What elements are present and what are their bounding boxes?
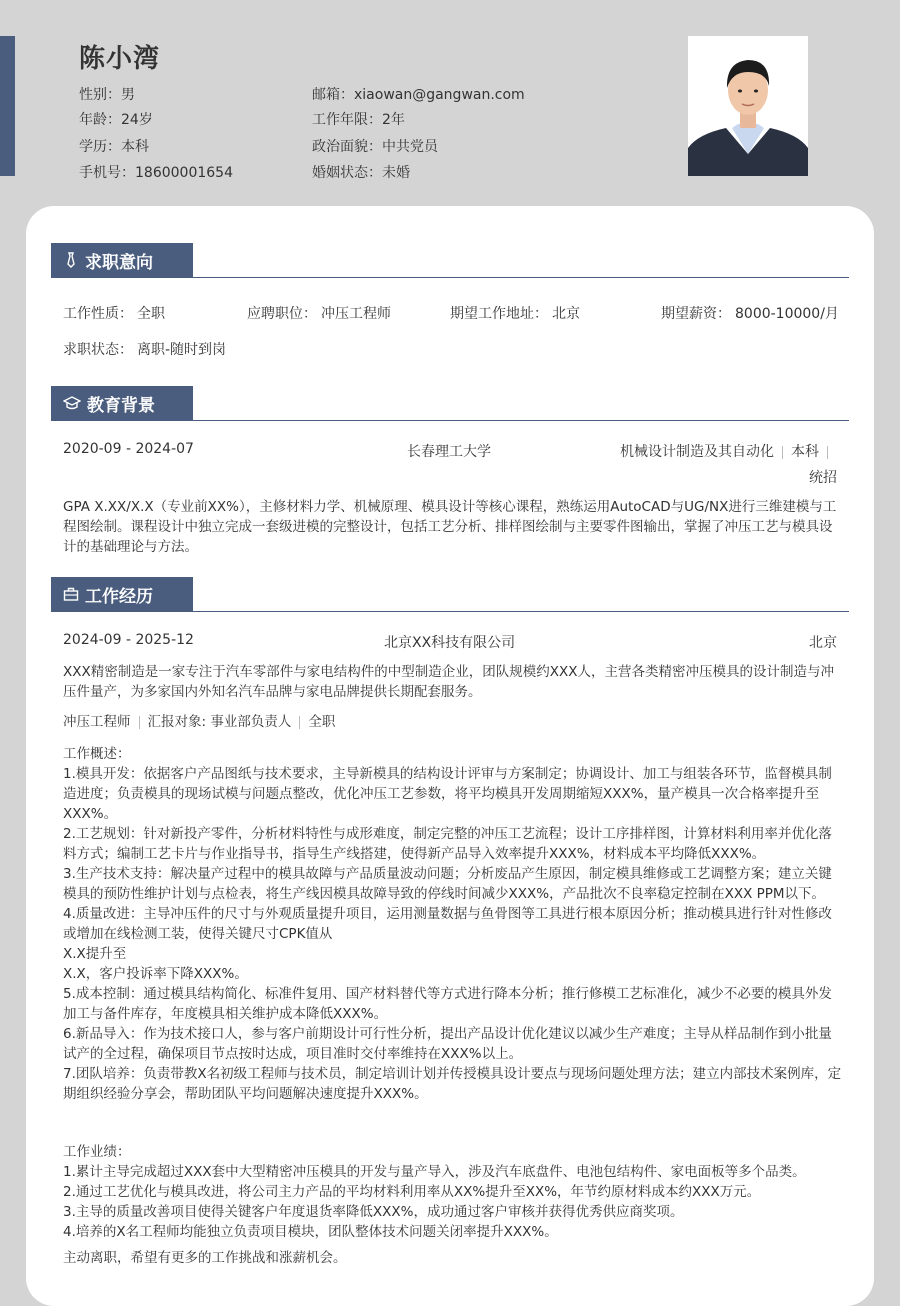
education-major-degree bbox=[620, 441, 836, 461]
education-period: 2020-09 - 2024-07 bbox=[63, 441, 194, 457]
work-overview-title: 工作概述： bbox=[63, 746, 131, 762]
work-overview-item: 7.团队培养：负责带教X名初级工程师与技术员，制定培训计划并传授模具设计要点与现场问题处理方法；建立内部技术案例库，定期组织经验分享会，帮助团队平均问题解决速度提升XXX%。 bbox=[63, 1066, 842, 1102]
work-overview-item: 5.成本控制：通过模具结构简化、标准件复用、国产材料替代等方式进行降本分析；推行修模工艺标准化，减少不必要的模具外发加工与备件库存，年度模具相关维护成本降低XXX%。 bbox=[63, 986, 832, 1022]
work-period: 2024-09 - 2025-12 bbox=[63, 632, 194, 648]
education-degree: 本科 bbox=[791, 444, 819, 460]
section-education-header bbox=[51, 386, 849, 421]
profile-photo bbox=[688, 36, 808, 176]
resume-card bbox=[26, 206, 874, 1306]
info-age: 年龄：24岁 bbox=[79, 112, 153, 128]
intent-location: 期望工作地址： 北京 bbox=[450, 306, 580, 322]
briefcase-icon bbox=[63, 586, 79, 602]
work-job-type: 全职 bbox=[308, 714, 336, 730]
work-leave-reason: 主动离职，希望有更多的工作挑战和涨薪机会。 bbox=[63, 1250, 347, 1266]
work-company: 北京XX科技有限公司 bbox=[384, 635, 516, 651]
info-education: 学历：本科 bbox=[79, 139, 149, 155]
info-email: 邮箱：xiaowan@gangwan.com bbox=[312, 87, 525, 103]
info-gender: 性别：男 bbox=[79, 87, 135, 103]
work-role-line bbox=[63, 710, 335, 730]
resume-header bbox=[0, 0, 900, 206]
work-overview-item: 3.生产技术支持：解决量产过程中的模具故障与产品质量波动问题；分析废品产生原因，制定模具维修或工艺调整方案；建立关键模具的预防性维护计划与点检表，将生产线因模具故障导致的停线时间减少XXX%，产品批次不良率稳定控制在XXX PPM以下。 bbox=[63, 866, 832, 902]
education-type: 统招 bbox=[809, 470, 837, 486]
work-achievements-title: 工作业绩： bbox=[63, 1144, 131, 1160]
education-major: 机械设计制造及其自动化 bbox=[620, 444, 774, 460]
section-work-tag bbox=[51, 577, 193, 611]
info-work-years: 工作年限：2年 bbox=[312, 112, 405, 128]
work-overview bbox=[63, 744, 843, 1104]
work-achievement-item: 3.主导的质量改善项目使得关键客户年度退货率降低XXX%，成功通过客户审核并获得优秀供应商奖项。 bbox=[63, 1204, 684, 1220]
section-education-title: 教育背景 bbox=[87, 395, 155, 416]
work-overview-item: 1.模具开发：依据客户产品图纸与技术要求，主导新模具的结构设计评审与方案制定；协调设计、加工与组装各环节，监督模具制造进度；负责模具的现场试模与问题点整改，优化冲压工艺参数，将平均模具开发周期缩短XXX%，量产模具一次合格率提升至XXX%。 bbox=[63, 766, 832, 822]
work-overview-item: 4.质量改进：主导冲压件的尺寸与外观质量提升项目，运用测量数据与鱼骨图等工具进行根本原因分析；推动模具进行针对性修改或增加在线检测工装，使得关键尺寸CPK值从 bbox=[63, 906, 832, 942]
work-achievement-item: 2.通过工艺优化与模具改进，将公司主力产品的平均材料利用率从XX%提升至XX%，年节约原材料成本约XXX万元。 bbox=[63, 1184, 761, 1200]
work-achievement-item: 1.累计主导完成超过XXX套中大型精密冲压模具的开发与量产导入，涉及汽车底盘件、电池包结构件、家电面板等多个品类。 bbox=[63, 1164, 806, 1180]
intent-position: 应聘职位： 冲压工程师 bbox=[247, 306, 391, 322]
info-phone: 手机号：18600001654 bbox=[79, 165, 233, 181]
intent-status: 求职状态： 离职-随时到岗 bbox=[63, 342, 227, 358]
work-position: 冲压工程师 bbox=[63, 714, 131, 730]
work-overview-item: 6.新品导入：作为技术接口人，参与客户前期设计可行性分析，提出产品设计优化建议以减少生产难度；主导从样品制作到小批量试产的全过程，确保项目节点按时达成，项目准时交付率维持在XXX%以上。 bbox=[63, 1026, 832, 1062]
education-school: 长春理工大学 bbox=[407, 444, 491, 460]
education-description: GPA X.XX/X.X（专业前XX%），主修材料力学、机械原理、模具设计等核心课程，熟练运用AutoCAD与UG/NX进行三维建模与工程图绘制。课程设计中独立完成一套级进模的完整设计，包括工艺分析、排样图绘制与主要零件图输出，掌握了冲压工艺与模具设计的基础理论与方法。 bbox=[63, 499, 837, 555]
work-achievements bbox=[63, 1142, 843, 1242]
intent-work-type: 工作性质： 全职 bbox=[63, 306, 165, 322]
work-achievement-item: 4.培养的X名工程师均能独立负责项目模块，团队整体技术问题关闭率提升XXX%。 bbox=[63, 1224, 558, 1240]
candidate-name: 陈小湾 bbox=[79, 44, 161, 74]
section-work-header bbox=[51, 577, 849, 612]
section-intent-tag bbox=[51, 243, 193, 277]
work-report-to: 汇报对象: 事业部负责人 bbox=[147, 714, 292, 730]
intent-salary: 期望薪资： 8000-10000/月 bbox=[661, 306, 839, 322]
section-work-title: 工作经历 bbox=[85, 586, 153, 607]
section-intent-title: 求职意向 bbox=[85, 252, 153, 273]
tie-icon bbox=[63, 252, 79, 268]
work-city: 北京 bbox=[809, 635, 837, 651]
avatar-icon bbox=[688, 36, 808, 176]
section-education-tag bbox=[51, 386, 193, 420]
work-overview-item: X.X，客户投诉率下降XXX%。 bbox=[63, 966, 248, 982]
section-intent-header bbox=[51, 243, 849, 278]
work-overview-item: X.X提升至 bbox=[63, 946, 127, 962]
work-overview-item: 2.工艺规划：针对新投产零件，分析材料特性与成形难度，制定完整的冲压工艺流程；设计工序排样图，计算材料利用率并优化落料方式；编制工艺卡片与作业指导书，指导生产线搭建，使得新产品导入效率提升XXX%，材料成本平均降低XXX%。 bbox=[63, 826, 832, 862]
info-marital: 婚姻状态：未婚 bbox=[312, 165, 410, 181]
graduation-cap-icon bbox=[63, 395, 81, 411]
header-accent-bar bbox=[0, 36, 15, 176]
info-political: 政治面貌：中共党员 bbox=[312, 139, 438, 155]
work-company-description: XXX精密制造是一家专注于汽车零部件与家电结构件的中型制造企业，团队规模约XXX人，主营各类精密冲压模具的设计制造与冲压件量产，为多家国内外知名汽车品牌与家电品牌提供长期配套服务。 bbox=[63, 664, 834, 700]
